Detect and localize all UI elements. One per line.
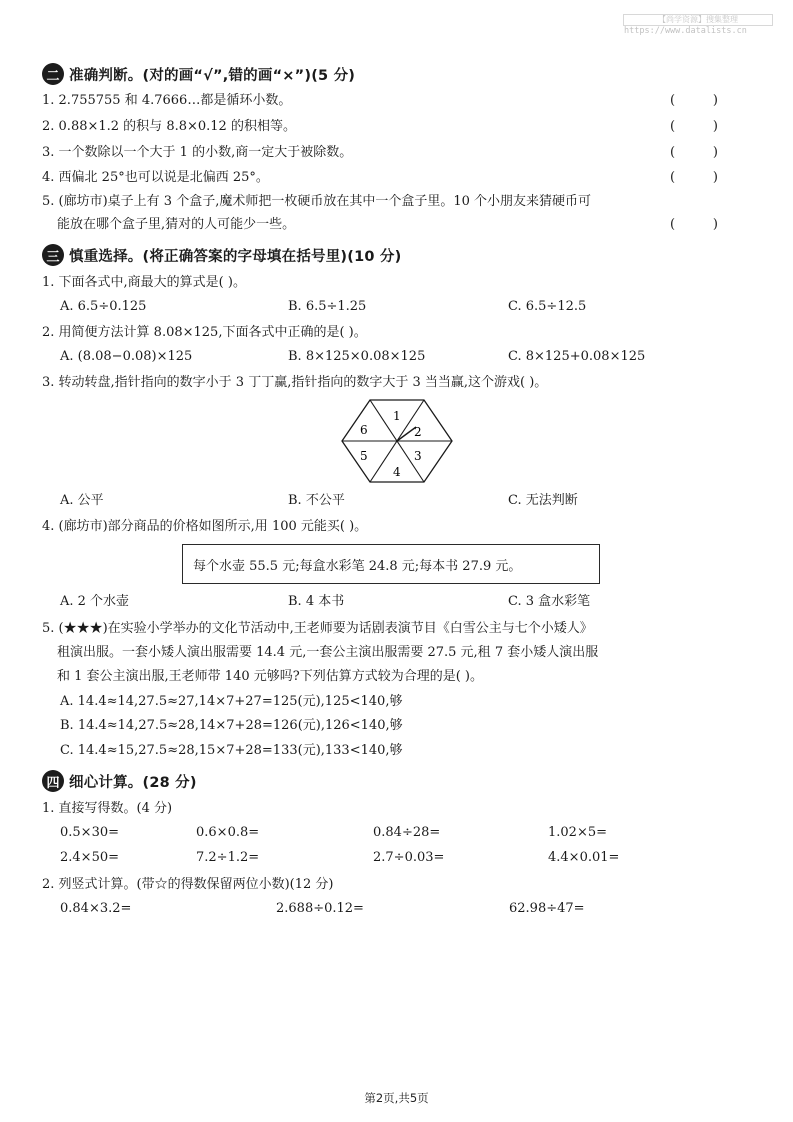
oral-calc-6: 7.2÷1.2= bbox=[196, 850, 260, 865]
section-2-badge: 二 bbox=[42, 63, 64, 85]
paren-right: ) bbox=[712, 145, 718, 160]
choice-q1-option-a[interactable]: A. 6.5÷0.125 bbox=[60, 299, 147, 314]
choice-q1-option-c[interactable]: C. 6.5÷12.5 bbox=[508, 299, 587, 314]
calc-q1-stem: 1. 直接写得数。(4 分) bbox=[42, 801, 173, 816]
choice-q1-option-b[interactable]: B. 6.5÷1.25 bbox=[288, 299, 367, 314]
choice-q5-stem-line-2: 租演出服。一套小矮人演出服需要 14.4 元,一套公主演出服需要 27.5 元,租 7 套小矮人演出服 bbox=[57, 645, 599, 660]
judge-item-5-cont: 能放在哪个盒子里,猜对的人可能少一些。 bbox=[57, 217, 296, 232]
oral-calc-5: 2.4×50= bbox=[60, 850, 120, 865]
spinner-number-2: 2 bbox=[414, 425, 422, 439]
choice-q3-option-b[interactable]: B. 不公平 bbox=[288, 493, 345, 508]
spinner-number-4: 4 bbox=[393, 465, 401, 479]
section-2-header bbox=[42, 63, 355, 85]
spinner-number-6: 6 bbox=[360, 423, 368, 437]
choice-q4-option-b[interactable]: B. 4 本书 bbox=[288, 594, 345, 609]
choice-q4-option-a[interactable]: A. 2 个水壶 bbox=[60, 594, 130, 609]
judge-item-3: 3. 一个数除以一个大于 1 的小数,商一定大于被除数。 bbox=[42, 145, 353, 160]
oral-calc-7: 2.7÷0.03= bbox=[373, 850, 445, 865]
oral-calc-2: 0.6×0.8= bbox=[196, 825, 260, 840]
choice-q5-stem-line-3: 和 1 套公主演出服,王老师带 140 元够吗?下列估算方式较为合理的是( )。 bbox=[57, 669, 483, 684]
choice-q3-stem: 3. 转动转盘,指针指向的数字小于 3 丁丁赢,指针指向的数字大于 3 当当赢,这个游戏( )。 bbox=[42, 375, 548, 390]
choice-q5-option-a[interactable]: A. 14.4≈14,27.5≈27,14×7+27=125(元),125<140,够 bbox=[60, 694, 403, 709]
choice-q5-option-b[interactable]: B. 14.4≈14,27.5≈28,14×7+28=126(元),126<140,够 bbox=[60, 718, 403, 733]
page-number: 第2页,共5页 bbox=[364, 1091, 429, 1105]
spinner-number-5: 5 bbox=[360, 449, 368, 463]
oral-calc-8: 4.4×0.01= bbox=[548, 850, 620, 865]
calc-q2-stem: 2. 列竖式计算。(带☆的得数保留两位小数)(12 分) bbox=[42, 877, 334, 892]
answer-paren-2[interactable] bbox=[670, 118, 718, 136]
vertical-calc-2: 2.688÷0.12= bbox=[276, 901, 364, 916]
answer-paren-4[interactable] bbox=[670, 169, 718, 187]
choice-q3-option-a[interactable]: A. 公平 bbox=[60, 493, 104, 508]
choice-q3-option-c[interactable]: C. 无法判断 bbox=[508, 493, 578, 508]
choice-q5-stem-line-1: 5. (★★★)在实验小学举办的文化节活动中,王老师要为话剧表演节目《白雪公主与七个小矮人》 bbox=[42, 621, 593, 636]
answer-paren-5[interactable] bbox=[670, 216, 718, 234]
price-box-text: 每个水壶 55.5 元;每盒水彩笔 24.8 元;每本书 27.9 元。 bbox=[193, 558, 522, 574]
oral-calc-1: 0.5×30= bbox=[60, 825, 120, 840]
paren-left: ( bbox=[670, 119, 676, 134]
paren-left: ( bbox=[670, 93, 676, 108]
section-3-header bbox=[42, 244, 401, 266]
price-box bbox=[182, 544, 600, 584]
section-3-title: 慎重选择。(将正确答案的字母填在括号里)(10 分) bbox=[69, 248, 402, 265]
oral-calc-3: 0.84÷28= bbox=[373, 825, 441, 840]
vertical-calc-3: 62.98÷47= bbox=[509, 901, 585, 916]
choice-q2-stem: 2. 用简便方法计算 8.08×125,下面各式中正确的是( )。 bbox=[42, 325, 367, 340]
paren-left: ( bbox=[670, 170, 676, 185]
paren-right: ) bbox=[712, 119, 718, 134]
oral-calc-4: 1.02×5= bbox=[548, 825, 608, 840]
spinner-number-3: 3 bbox=[414, 449, 422, 463]
answer-paren-3[interactable] bbox=[670, 144, 718, 162]
judge-item-5: 5. (廊坊市)桌子上有 3 个盒子,魔术师把一枚硬币放在其中一个盒子里。10 个小朋友来猜硬币可 bbox=[42, 194, 592, 209]
choice-q2-option-c[interactable]: C. 8×125+0.08×125 bbox=[508, 349, 646, 364]
choice-q5-option-c[interactable]: C. 14.4≈15,27.5≈28,15×7+28=133(元),133<140,够 bbox=[60, 743, 403, 758]
paren-right: ) bbox=[712, 170, 718, 185]
spinner-diagram bbox=[334, 396, 460, 486]
section-4-title: 细心计算。(28 分) bbox=[69, 774, 197, 791]
choice-q2-option-a[interactable]: A. (8.08−0.08)×125 bbox=[60, 349, 193, 364]
judge-item-4: 4. 西偏北 25°也可以说是北偏西 25°。 bbox=[42, 170, 269, 185]
section-3-badge: 三 bbox=[42, 244, 64, 266]
spinner-number-1: 1 bbox=[393, 409, 401, 423]
paren-right: ) bbox=[712, 217, 718, 232]
judge-item-1: 1. 2.755755 和 4.7666…都是循环小数。 bbox=[42, 93, 292, 108]
choice-q2-option-b[interactable]: B. 8×125×0.08×125 bbox=[288, 349, 426, 364]
judge-item-2: 2. 0.88×1.2 的积与 8.8×0.12 的积相等。 bbox=[42, 119, 296, 134]
choice-q1-stem: 1. 下面各式中,商最大的算式是( )。 bbox=[42, 275, 246, 290]
watermark-url: https://www.datalists.cn bbox=[624, 26, 747, 36]
section-4-badge: 四 bbox=[42, 770, 64, 792]
choice-q4-option-c[interactable]: C. 3 盒水彩笔 bbox=[508, 594, 591, 609]
paren-left: ( bbox=[670, 145, 676, 160]
answer-paren-1[interactable] bbox=[670, 92, 718, 110]
watermark-banner: 【尚学资源】搜集整理 bbox=[623, 14, 773, 26]
paren-left: ( bbox=[670, 217, 676, 232]
section-2-title: 准确判断。(对的画“√”,错的画“×”)(5 分) bbox=[69, 67, 356, 84]
paren-right: ) bbox=[712, 93, 718, 108]
vertical-calc-1: 0.84×3.2= bbox=[60, 901, 132, 916]
section-4-header bbox=[42, 770, 197, 792]
choice-q4-stem: 4. (廊坊市)部分商品的价格如图所示,用 100 元能买( )。 bbox=[42, 519, 368, 534]
